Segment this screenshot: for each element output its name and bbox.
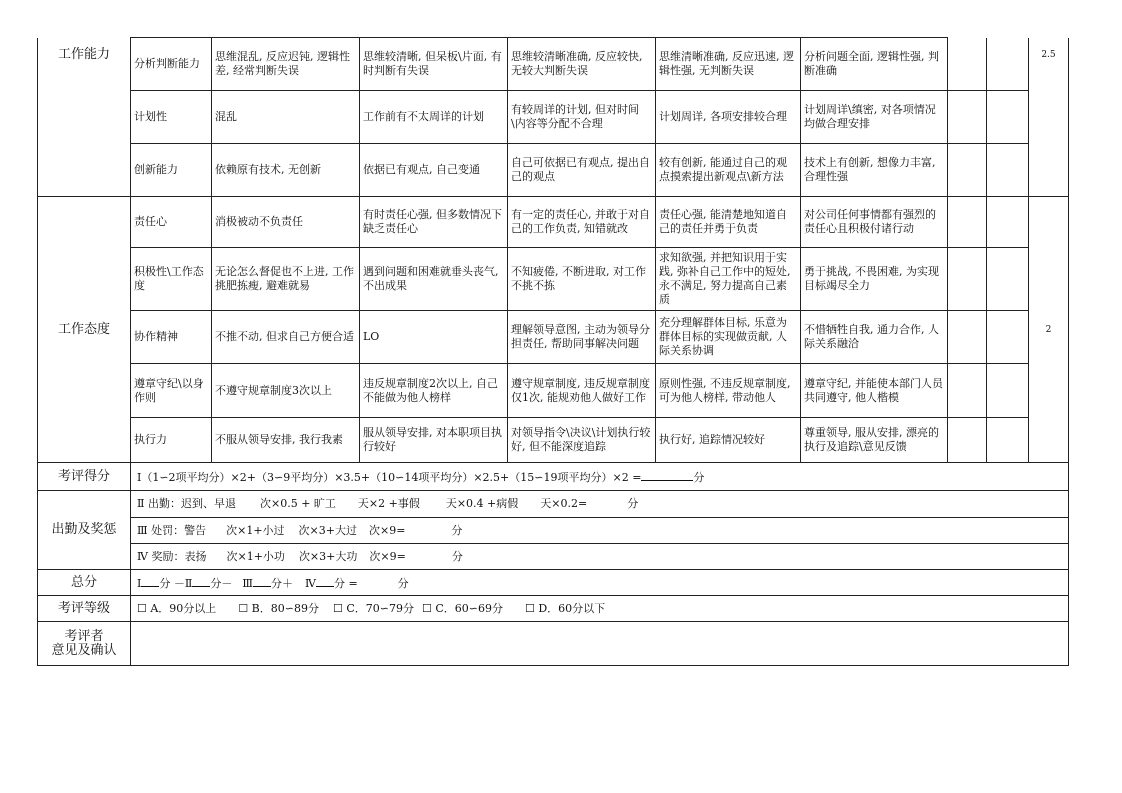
penalty-part: 次×3+大过 (298, 523, 357, 537)
score-blank[interactable] (641, 469, 693, 481)
level-cell: 工作前有不太周详的计划 (360, 91, 508, 144)
total-blank[interactable] (253, 575, 271, 587)
reward-part: 次×3+大功 (298, 549, 358, 563)
table-row (38, 311, 1069, 364)
section-title-ability: 工作能力 (38, 38, 131, 197)
total-blank[interactable] (316, 575, 334, 587)
level-cell: 不惜牺牲自我, 通力合作, 人际关系融洽 (801, 311, 948, 364)
penalty-part: 次×1+小过 (226, 523, 285, 537)
reviewer-score-cell[interactable] (987, 311, 1029, 364)
level-cell: 不遵守规章制度3次以上 (212, 364, 360, 418)
table-row (38, 418, 1069, 463)
table-row (38, 518, 1069, 544)
level-cell: 不推不动, 但求自己方便合适 (212, 311, 360, 364)
item-label: 遵章守纪\以身作则 (131, 364, 212, 418)
total-blank[interactable] (141, 575, 159, 587)
level-cell: 对公司任何事情都有强烈的责任心且积极付诸行动 (801, 197, 948, 248)
reviewer-score-cell[interactable] (987, 418, 1029, 463)
level-cell: 消极被动不负责任 (212, 197, 360, 248)
reward-line (131, 544, 1069, 570)
level-cell: 思维混乱, 反应迟钝, 逻辑性差, 经常判断失误 (212, 38, 360, 91)
level-cell: 责任心强, 能清楚地知道自己的责任并勇于负责 (656, 197, 801, 248)
level-cell: 思维清晰准确, 反应迅速, 逻辑性强, 无判断失误 (656, 38, 801, 91)
table-row (38, 491, 1069, 518)
grade-option-c1[interactable]: ☐ C．70∽79分 (332, 601, 414, 615)
level-cell: 不服从领导安排, 我行我素 (212, 418, 360, 463)
penalty-line (131, 518, 1069, 544)
level-cell: 遵守规章制度, 违反规章制度仅1次, 能规劝他人做好工作 (508, 364, 656, 418)
level-cell: 执行好, 追踪情况较好 (656, 418, 801, 463)
penalty-part: 次×9= (368, 523, 406, 537)
reviewer-label-line1: 考评者 (64, 628, 104, 644)
level-cell: 思维较清晰, 但呆板\片面, 有时判断有失误 (360, 38, 508, 91)
table-row (38, 596, 1069, 622)
total-part: 分 －Ⅱ (159, 576, 193, 590)
level-cell: 充分理解群体目标, 乐意为群体目标的实现做贡献, 人际关系协调 (656, 311, 801, 364)
table-row (38, 364, 1069, 418)
level-cell: 不知疲倦, 不断进取, 对工作不挑不拣 (508, 248, 656, 311)
reward-part: 分 (451, 549, 463, 563)
grade-option-a[interactable]: ☐ A．90分以上 (137, 601, 217, 615)
level-cell: 分析问题全面, 逻辑性强, 判断准确 (801, 38, 948, 91)
attendance-part: 天×0.2= (540, 497, 588, 510)
attendance-line (131, 491, 1069, 518)
table-row (38, 248, 1069, 311)
self-score-cell[interactable] (948, 144, 987, 197)
level-cell: 尊重领导, 服从安排, 漂亮的执行及追踪\意见反馈 (801, 418, 948, 463)
table-row (38, 463, 1069, 491)
level-cell: 对领导指令\决议\计划执行较好, 但不能深度追踪 (508, 418, 656, 463)
level-cell: 违反规章制度2次以上, 自己不能做为他人榜样 (360, 364, 508, 418)
penalty-head: Ⅲ 处罚：警告 (137, 523, 207, 537)
grade-option-b[interactable]: ☐ B．80∽89分 (238, 601, 319, 615)
section-score-ability: 2.5 (1029, 38, 1069, 197)
reward-part: 次×1+小功 (226, 549, 285, 563)
self-score-cell[interactable] (948, 38, 987, 91)
level-cell: 依据已有观点, 自己变通 (360, 144, 508, 197)
total-part: 分＋ (270, 576, 293, 590)
total-part: Ⅰ (137, 576, 142, 590)
self-score-cell[interactable] (948, 91, 987, 144)
grade-option-d[interactable]: ☐ D．60分以下 (524, 601, 606, 615)
grade-options (131, 596, 1069, 622)
total-formula (131, 570, 1069, 596)
item-label: 分析判断能力 (131, 38, 212, 91)
reviewer-score-cell[interactable] (987, 248, 1029, 311)
level-cell: 有一定的责任心, 并敢于对自己的工作负责, 知错就改 (508, 197, 656, 248)
reviewer-score-cell[interactable] (987, 91, 1029, 144)
total-label: 总分 (38, 570, 131, 596)
reviewer-score-cell[interactable] (987, 144, 1029, 197)
score-unit: 分 (693, 470, 705, 484)
score-formula-text: Ⅰ（1∽2项平均分）×2+（3∽9平均分）×3.5+（10∽14项平均分）×2.5+（15∽19项平均分）×2 = (137, 470, 642, 484)
attendance-part: 次×0.5 + 旷工 (259, 497, 336, 510)
attendance-part: 分 (627, 497, 639, 510)
item-label: 创新能力 (131, 144, 212, 197)
section-score-attitude: 2 (1029, 197, 1069, 463)
grade-label: 考评等级 (38, 596, 131, 622)
reviewer-comment-field[interactable] (131, 622, 1069, 666)
level-cell: 无论怎么督促也不上进, 工作挑肥拣瘦, 避难就易 (212, 248, 360, 311)
penalty-part: 分 (451, 523, 463, 537)
table-row (38, 622, 1069, 666)
level-cell: 勇于挑战, 不畏困难, 为实现目标竭尽全力 (801, 248, 948, 311)
self-score-cell[interactable] (948, 418, 987, 463)
section-title-attitude: 工作态度 (38, 197, 131, 463)
total-part: Ⅳ (304, 576, 316, 590)
level-cell: 混乱 (212, 91, 360, 144)
reviewer-score-cell[interactable] (987, 364, 1029, 418)
level-cell: 服从领导安排, 对本职项目执行较好 (360, 418, 508, 463)
self-score-cell[interactable] (948, 248, 987, 311)
level-cell: 遵章守纪, 并能使本部门人员共同遵守, 他人楷模 (801, 364, 948, 418)
grade-option-c2[interactable]: ☐ C．60∽69分 (421, 601, 503, 615)
level-cell: 计划周详, 各项安排较合理 (656, 91, 801, 144)
total-blank[interactable] (192, 575, 210, 587)
level-cell: 较有创新, 能通过自己的观点摸索提出新观点\新方法 (656, 144, 801, 197)
table-row (38, 570, 1069, 596)
level-cell: 依赖原有技术, 无创新 (212, 144, 360, 197)
attendance-part: 天×2 +事假 (357, 497, 420, 510)
reward-head: Ⅳ 奖励：表扬 (137, 549, 207, 563)
level-cell: LO (360, 311, 508, 364)
reward-part: 次×9= (369, 549, 406, 563)
total-part: 分－ (210, 576, 233, 590)
self-score-cell[interactable] (948, 311, 987, 364)
item-label: 执行力 (131, 418, 212, 463)
level-cell: 理解领导意图, 主动为领导分担责任, 帮助同事解决问题 (508, 311, 656, 364)
item-label: 计划性 (131, 91, 212, 144)
level-cell: 求知欲强, 并把知识用于实践, 弥补自己工作中的短处, 永不满足, 努力提高自己素质 (656, 248, 801, 311)
reviewer-label-line2: 意见及确认 (51, 642, 117, 658)
evaluation-table (37, 37, 1069, 666)
total-part: Ⅲ (242, 576, 253, 590)
self-score-cell[interactable] (948, 364, 987, 418)
table-row (38, 144, 1069, 197)
total-part: 分 = (333, 576, 358, 590)
level-cell: 计划周详\缜密, 对各项情况均做合理安排 (801, 91, 948, 144)
score-formula (131, 463, 1069, 491)
item-label: 积极性\工作态度 (131, 248, 212, 311)
table-row (38, 544, 1069, 570)
reviewer-label (38, 622, 131, 666)
reviewer-score-cell[interactable] (987, 38, 1029, 91)
self-score-cell[interactable] (948, 197, 987, 248)
reviewer-score-cell[interactable] (987, 197, 1029, 248)
score-row-label: 考评得分 (38, 463, 131, 491)
attendance-label: 出勤及奖惩 (38, 491, 131, 570)
item-label: 责任心 (131, 197, 212, 248)
table-row (38, 91, 1069, 144)
table-row (38, 38, 1069, 91)
level-cell: 有时责任心强, 但多数情况下缺乏责任心 (360, 197, 508, 248)
level-cell: 自己可依据已有观点, 提出自己的观点 (508, 144, 656, 197)
table-row (38, 197, 1069, 248)
total-part: 分 (397, 576, 409, 590)
level-cell: 原则性强, 不违反规章制度, 可为他人榜样, 带动他人 (656, 364, 801, 418)
level-cell: 有较周详的计划, 但对时间\内容等分配不合理 (508, 91, 656, 144)
item-label: 协作精神 (131, 311, 212, 364)
level-cell: 遇到问题和困难就垂头丧气, 不出成果 (360, 248, 508, 311)
attendance-part: 天×0.4 +病假 (445, 497, 519, 510)
level-cell: 思维较清晰准确, 反应较快, 无较大判断失误 (508, 38, 656, 91)
attendance-head: Ⅱ 出勤：迟到、早退 (137, 497, 236, 510)
level-cell: 技术上有创新, 想像力丰富, 合理性强 (801, 144, 948, 197)
